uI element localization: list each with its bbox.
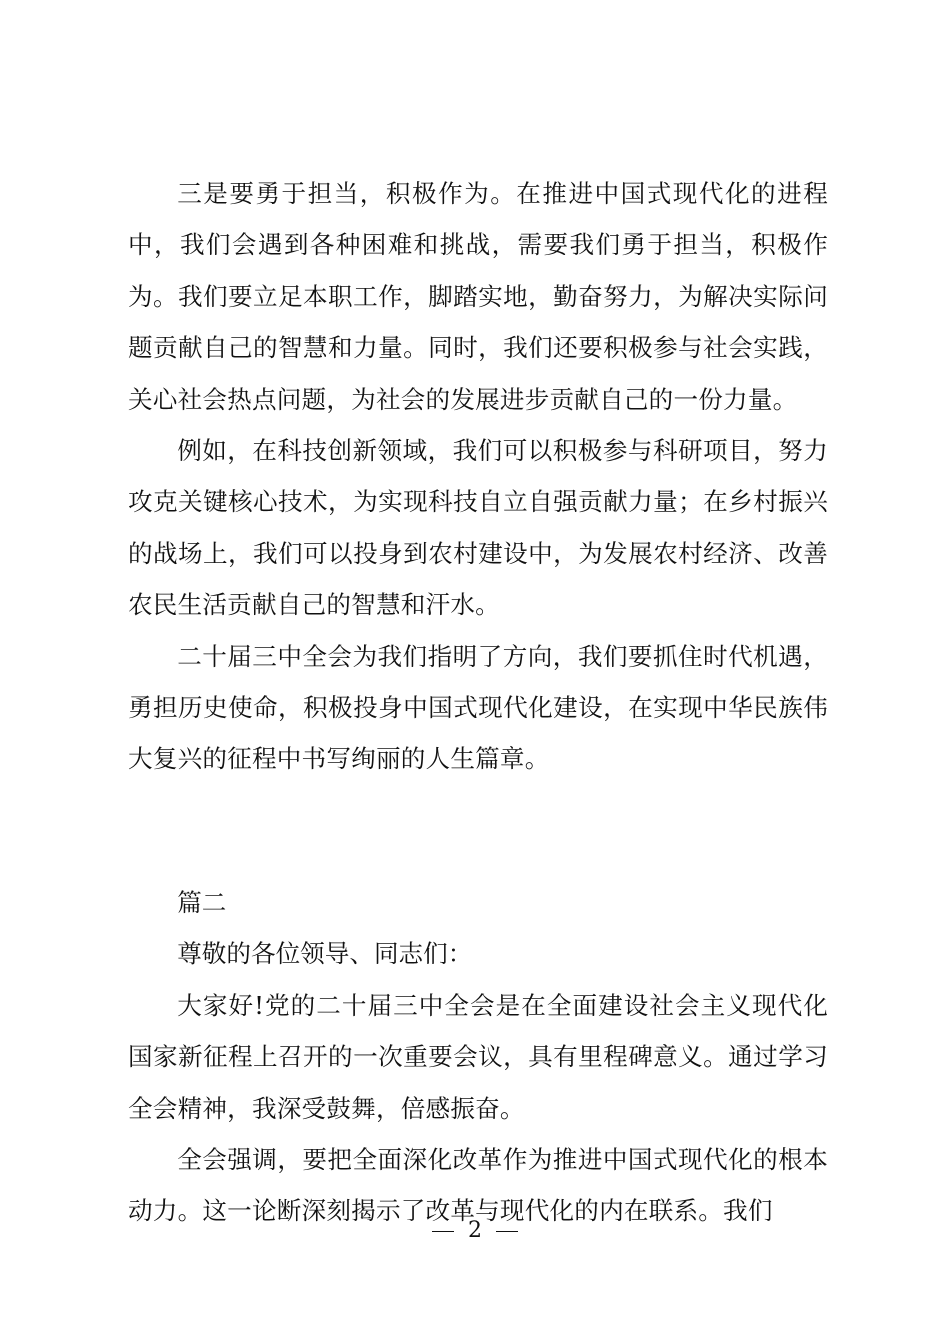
- paragraph-duty: 三是要勇于担当，积极作为。在推进中国式现代化的进程中，我们会遇到各种困难和挑战，需要我们勇于担当，积极作为。我们要立足本职工作，脚踏实地，勤奋努力，为解决实际问题贡献自己的智慧和力量。同时，我们还要积极参与社会实践，关心社会热点问题，为社会的发展进步贡献自己的一份力量。: [128, 179, 828, 414]
- paragraph-example: 例如，在科技创新领域，我们可以积极参与科研项目，努力攻克关键核心技术，为实现科技自立自强贡献力量；在乡村振兴的战场上，我们可以投身到农村建设中，为发展农村经济、改善农民生活贡献自己的智慧和汗水。: [128, 436, 828, 620]
- paragraph-conclusion: 二十届三中全会为我们指明了方向，我们要抓住时代机遇，勇担历史使命，积极投身中国式现代化建设，在实现中华民族伟大复兴的征程中书写绚丽的人生篇章。: [128, 641, 828, 774]
- document-body: [128, 168, 828, 1237]
- paragraph-greeting: 大家好!党的二十届三中全会是在全面建设社会主义现代化国家新征程上召开的一次重要会议，具有里程碑意义。通过学习全会精神，我深受鼓舞，倍感振奋。: [128, 990, 828, 1123]
- section-gap: [128, 785, 828, 877]
- page-footer: [0, 1216, 950, 1246]
- paragraph-reform: 全会强调，要把全面深化改革作为推进中国式现代化的根本动力。这一论断深刻揭示了改革与现代化的内在联系。我们: [128, 1144, 828, 1226]
- footer-dash-left: [432, 1231, 454, 1232]
- salutation: 尊敬的各位领导、同志们：: [177, 939, 473, 969]
- page-number: 2: [468, 1218, 482, 1243]
- footer-dash-right: [496, 1231, 518, 1232]
- section-title: 篇二: [177, 887, 227, 917]
